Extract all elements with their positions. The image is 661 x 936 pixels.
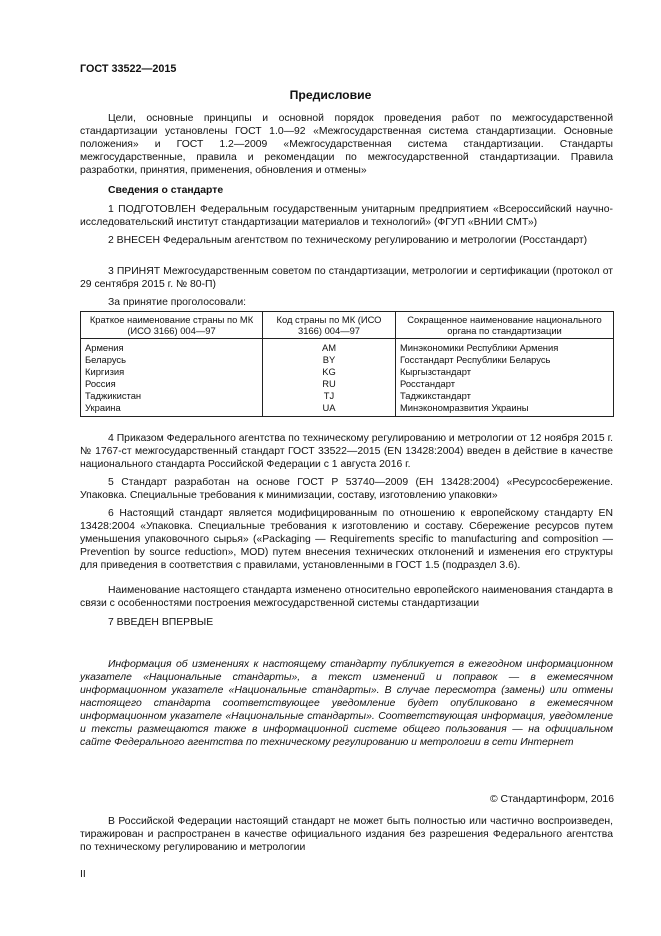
standard-header: ГОСТ 33522—2015 [80,63,177,75]
item-6-paragraph: 6 Настоящий стандарт является модифицированным по отношению к европейскому стандарту EN 13428:2004 «Упаковка. Специальные требования к изготовлению и составу. Сбережение ресурсов путем уменьшения упаковочного сырья» («Packaging — Requirements specific to manufacturing and composition — Prevention by source reduction», MOD) путем внесения технических отклонений и изменения его структуры для приведения в соответствия с правилами, установленными в ГОСТ 1.5 (подраздел 3.6). [80,508,613,571]
table-row [81,378,614,390]
item-6-note-paragraph: Наименование настоящего стандарта изменено относительно европейского наименования стандарта в связи с особенностями построения межгосударственной системы стандартизации [80,585,613,609]
code-cell: KG [263,366,396,378]
code-cell: TJ [263,390,396,402]
body-cell: Минэкономики Республики Армения [396,339,614,355]
table-row [81,354,614,366]
code-cell: RU [263,378,396,390]
item-1-paragraph: 1 ПОДГОТОВЛЕН Федеральным государственным унитарным предприятием «Всероссийский научно-исследовательский институт стандартизации материалов и технологий» (ФГУП «ВНИИ СМТ») [80,204,613,228]
table-row [81,390,614,402]
vote-table-header [81,312,614,339]
country-cell: Украина [81,402,263,417]
column-header-code: Код страны по МК (ИСО 3166) 004—97 [263,312,396,339]
country-cell: Беларусь [81,354,263,366]
intro-paragraph: Цели, основные принципы и основной порядок проведения работ по межгосударственной стандартизации установлены ГОСТ 1.0—92 «Межгосударственная система стандартизации. Основные положения» и ГОСТ 1.2—2009 «Межгосударственная система стандартизации. Стандарты межгосударственные, правила и рекомендации по межгосударственной стандартизации. Правила разработки, принятия, применения, обновления и отмены» [80,113,613,176]
copyright: © Стандартинформ, 2016 [489,794,614,805]
page-number: II [80,869,86,880]
table-row [81,339,614,355]
item-5-paragraph: 5 Стандарт разработан на основе ГОСТ Р 53740—2009 (ЕН 13428:2004) «Ресурсосбережение. Упаковка. Специальные требования к минимизации, составу, изготовлению упаковки» [80,477,613,501]
table-row [81,402,614,417]
item-7-paragraph: 7 ВВЕДЕН ВПЕРВЫЕ [108,617,214,628]
body-cell: Минэкономразвития Украины [396,402,614,417]
country-cell: Армения [81,339,263,355]
body-cell: Кыргызстандарт [396,366,614,378]
column-header-body: Сокращенное наименование национального органа по стандартизации [396,312,614,339]
info-heading: Сведения о стандарте [108,185,224,196]
restriction-paragraph: В Российской Федерации настоящий стандарт не может быть полностью или частично воспроизведен, тиражирован и распространен в качестве официального издания без разрешения Федерального агентства по техническому регулированию и метрологии [80,816,613,853]
table-row [81,366,614,378]
code-cell: BY [263,354,396,366]
item-4-paragraph: 4 Приказом Федерального агентства по техническому регулированию и метрологии от 12 ноября 2015 г. № 1767-ст межгосударственный стандарт ГОСТ 33522—2015 (EN 13428:2004) введен в действие в качестве национального стандарта Российской Федерации с 1 августа 2016 г. [80,433,613,470]
vote-table [80,311,614,417]
body-cell: Госстандарт Республики Беларусь [396,354,614,366]
column-header-country: Краткое наименование страны по МК (ИСО 3166) 004—97 [81,312,263,339]
page-title: Предисловие [289,88,372,102]
item-2-paragraph: 2 ВНЕСЕН Федеральным агентством по техническому регулированию и метрологии (Росстандарт) [108,235,588,246]
body-cell: Таджикстандарт [396,390,614,402]
item-3-paragraph: 3 ПРИНЯТ Межгосударственным советом по стандартизации, метрологии и сертификации (протокол от 29 сентября 2015 г. № 80-П) [80,266,613,290]
vote-label: За принятие проголосовали: [108,297,247,308]
body-cell: Росстандарт [396,378,614,390]
code-cell: UA [263,402,396,417]
notice-paragraph: Информация об изменениях к настоящему стандарту публикуется в ежегодном информационном указателе «Национальные стандарты», а текст изменений и поправок — в ежемесячном информационном указателе «Национальные стандарты». В случае пересмотра (замены) или отмены настоящего стандарта соответствующее уведомление будет опубликовано в ежемесячном информационном указателе «Национальные стандарты». Соответствующая информация, уведомление и тексты размещаются также в информационной системе общего пользования — на официальном сайте Федерального агентства по техническому регулированию и метрологии в сети Интернет [80,659,613,748]
country-cell: Таджикистан [81,390,263,402]
code-cell: AM [263,339,396,355]
country-cell: Киргизия [81,366,263,378]
country-cell: Россия [81,378,263,390]
